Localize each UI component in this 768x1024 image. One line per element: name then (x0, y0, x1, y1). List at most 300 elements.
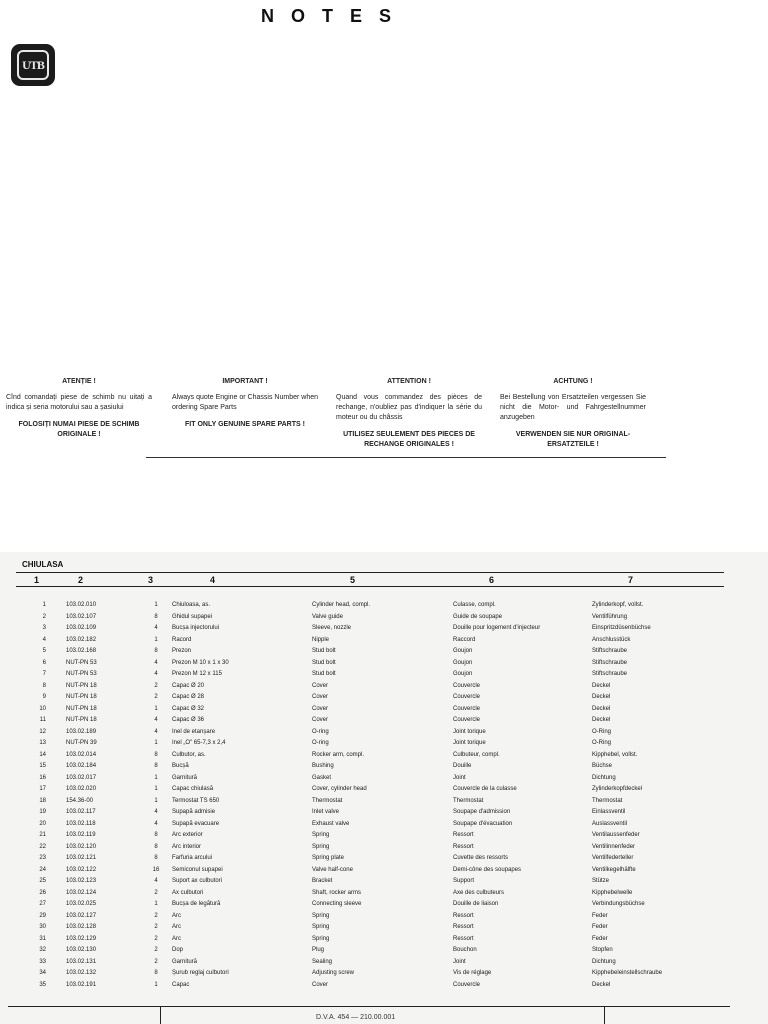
item-number: 2 (42, 613, 46, 620)
name-english: Exhaust valve (312, 820, 350, 827)
quantity: 8 (154, 970, 158, 976)
name-french: Axe des culbuteurs (453, 889, 505, 896)
quantity: 4 (154, 820, 158, 827)
table-row (0, 957, 768, 969)
part-number: 103.02.017 (66, 774, 97, 781)
name-french: Soupape d'évacuation (453, 820, 513, 827)
column-header: 1 (34, 575, 40, 585)
name-german: Stiftschraube (592, 648, 628, 654)
name-romanian: Capac Ø 20 (172, 682, 205, 689)
name-english: Spring (312, 935, 330, 942)
part-number: 103.02.120 (66, 843, 97, 850)
name-english: Cover (312, 981, 329, 988)
name-french: Culasse, compl. (453, 602, 496, 608)
footer-divider (604, 1006, 605, 1024)
part-number: 103.02.131 (66, 958, 97, 965)
name-romanian: Arc (172, 935, 181, 942)
name-german: Kipphebeleinstellschraube (592, 970, 663, 976)
part-number: 103.02.014 (66, 751, 97, 758)
quantity: 2 (154, 924, 158, 930)
item-number: 7 (42, 671, 46, 677)
name-german: Stopfen (592, 947, 613, 953)
name-french: Guide de soupape (453, 613, 503, 620)
table-row (0, 911, 768, 923)
quantity: 4 (154, 809, 158, 815)
name-german: Feder (592, 912, 608, 919)
table-row (0, 715, 768, 727)
name-german: Dichtung (592, 774, 616, 781)
column-header: 4 (210, 575, 216, 585)
quantity: 1 (154, 786, 158, 792)
name-german: Stütze (592, 878, 610, 884)
table-row (0, 738, 768, 750)
warning-english (172, 377, 318, 430)
name-romanian: Prezon M 10 x 1 x 30 (172, 659, 229, 666)
table-row (0, 612, 768, 624)
name-french: Soupape d'admission (453, 809, 511, 815)
item-number: 25 (39, 878, 46, 884)
name-german: Thermostat (592, 797, 623, 804)
name-english: Stud bolt (312, 659, 336, 666)
name-french: Ressort (453, 935, 474, 942)
quantity: 4 (154, 625, 158, 631)
name-french: Support (453, 878, 475, 884)
name-english: Sealing (312, 958, 333, 965)
name-romanian: Dop (172, 947, 184, 953)
table-row (0, 750, 768, 762)
spare-parts-warning (6, 377, 666, 467)
item-number: 17 (39, 786, 46, 792)
name-romanian: Bucșa injectorului (172, 625, 220, 631)
column-header: 7 (628, 575, 634, 585)
item-number: 18 (39, 797, 46, 804)
item-number: 31 (39, 935, 46, 942)
item-number: 35 (39, 981, 46, 988)
item-number: 27 (39, 901, 46, 907)
name-german: Ventilinnenfeder (592, 843, 636, 850)
name-english: Stud bolt (312, 671, 336, 677)
item-number: 1 (42, 602, 46, 608)
quantity: 16 (152, 866, 160, 873)
name-french: Goujon (453, 648, 473, 654)
table-row (0, 853, 768, 865)
name-german: Ventilführung (592, 613, 628, 620)
column-header: 3 (148, 575, 154, 585)
name-german: Kipphebel, vollst. (592, 751, 638, 758)
name-romanian: Racord (172, 636, 192, 643)
name-german: Einspritzdüsenbüchse (592, 625, 651, 631)
warning-heading: ATENȚIE ! (62, 378, 96, 385)
name-german: Kipphebelwelle (592, 889, 633, 896)
table-row (0, 865, 768, 877)
name-french: Douille pour logement d'injecteur (453, 625, 541, 631)
name-romanian: Garnitură (172, 774, 198, 781)
name-french: Joint (453, 774, 466, 781)
name-german: Dichtung (592, 958, 616, 965)
warning-body: Always quote Engine or Chassis Number when ordering Spare Parts (172, 394, 318, 411)
name-romanian: Capac Ø 28 (172, 694, 205, 700)
warning-heading: IMPORTANT ! (222, 378, 268, 385)
quantity: 1 (154, 602, 158, 608)
name-english: Shaft, rocker arms (312, 889, 362, 896)
item-number: 10 (39, 705, 46, 712)
name-english: Cover (312, 705, 329, 712)
name-french: Joint (453, 958, 466, 965)
quantity: 1 (154, 901, 158, 907)
table-row (0, 658, 768, 670)
name-romanian: Bucșă (172, 763, 189, 769)
quantity: 2 (154, 694, 158, 700)
name-german: Anschlusstück (592, 636, 631, 643)
quantity: 8 (154, 648, 158, 654)
name-english: Spring (312, 832, 330, 838)
name-german: Verbindungsbüchse (592, 901, 645, 907)
utb-logo-text: UTB (17, 50, 49, 80)
warning-body: Bei Bestellung von Ersatzteilen vergessen Sie nicht die Motor- und Fahrgestellnummer anzugeben (500, 394, 646, 421)
name-french: Cuvette des ressorts (453, 855, 509, 861)
name-english: Cover, cylinder head (312, 786, 367, 792)
name-romanian: Prezon (172, 648, 192, 654)
name-german: Zylinderkopfdeckel (592, 786, 643, 792)
part-number: 103.02.123 (66, 878, 97, 884)
name-english: Inlet valve (312, 809, 340, 815)
part-number: NUT-PN 18 (66, 682, 97, 689)
item-number: 5 (42, 648, 46, 654)
table-row (0, 934, 768, 946)
part-number: 103.02.127 (66, 912, 97, 919)
name-german: Ventilaussenfeder (592, 832, 640, 838)
warning-footer: FOLOSIȚI NUMAI PIESE DE SCHIMB ORIGINALE ! (18, 421, 140, 438)
part-number: 103.02.130 (66, 947, 97, 953)
quantity: 2 (154, 947, 158, 953)
warning-german (500, 377, 646, 450)
part-number: NUT-PN 18 (66, 694, 97, 700)
part-number: 103.02.107 (66, 613, 97, 620)
table-row (0, 807, 768, 819)
name-english: Valve half-cone (312, 866, 353, 873)
item-number: 26 (39, 889, 46, 896)
name-german: O-Ring (592, 740, 612, 746)
name-french: Couvercle (453, 705, 481, 712)
warning-footer: VERWENDEN SIE NUR ORIGINAL-ERSATZTEILE ! (515, 431, 631, 448)
item-number: 9 (42, 694, 46, 700)
footer-reference: D.V.A. 454 — 210.00.001 (316, 1014, 396, 1021)
table-row (0, 980, 768, 992)
part-number: 103.02.020 (66, 786, 97, 792)
part-number: NUT-PN 18 (66, 705, 97, 712)
name-german: Ventilkegelhälfte (592, 866, 636, 873)
name-english: Gasket (312, 774, 332, 781)
name-romanian: Arc interior (172, 843, 202, 850)
name-french: Bouchon (453, 947, 477, 953)
name-french: Douille de liaison (453, 901, 499, 907)
item-number: 8 (42, 682, 46, 689)
name-english: Cover (312, 717, 329, 723)
name-english: Bushing (312, 763, 334, 769)
part-number: 103.02.129 (66, 935, 97, 942)
name-french: Vis de réglage (453, 970, 492, 976)
quantity: 2 (154, 912, 158, 919)
table-row (0, 600, 768, 612)
name-french: Culbuteur, compl. (453, 751, 500, 758)
name-romanian: Arc (172, 924, 181, 930)
name-french: Goujon (453, 671, 473, 677)
quantity: 8 (154, 613, 158, 620)
part-number: 103.02.122 (66, 866, 97, 873)
part-number: 103.02.189 (66, 728, 97, 735)
name-romanian: Garnitură (172, 958, 198, 965)
section-title: CHIULASA (22, 560, 64, 569)
name-german: Deckel (592, 682, 611, 689)
table-row (0, 876, 768, 888)
quantity: 4 (154, 717, 158, 723)
name-english: Adjusting screw (312, 970, 355, 976)
notes-title: N O T E S (260, 6, 397, 26)
name-french: Couvercle (453, 694, 481, 700)
item-number: 23 (39, 855, 46, 861)
name-romanian: Supapă admisie (172, 809, 216, 815)
name-french: Couvercle de la culasse (453, 786, 517, 792)
quantity: 1 (154, 981, 158, 988)
name-french: Demi-cône des soupapes (453, 866, 522, 873)
name-english: Cover (312, 682, 329, 689)
name-french: Thermostat (453, 797, 484, 804)
item-number: 33 (39, 958, 46, 965)
name-german: Deckel (592, 705, 611, 712)
name-german: Auslassventil (592, 820, 628, 827)
name-romanian: Farfuria arcului (172, 855, 213, 861)
table-row (0, 761, 768, 773)
warning-footer: UTILISEZ SEULEMENT DES PIECES DE RECHANGE ORIGINALES ! (343, 431, 475, 448)
part-number: 103.02.109 (66, 625, 97, 631)
name-german: Zylinderkopf, vollst. (592, 602, 644, 608)
name-french: Ressort (453, 843, 474, 850)
quantity: 1 (154, 740, 158, 746)
name-french: Joint torique (453, 728, 486, 735)
name-romanian: Ghidul supapei (172, 613, 213, 620)
item-number: 3 (42, 625, 46, 631)
name-romanian: Supapă evacuare (172, 820, 220, 827)
table-row (0, 888, 768, 900)
name-german: Feder (592, 935, 608, 942)
name-german: Ventilfederteller (592, 855, 634, 861)
name-french: Goujon (453, 659, 473, 666)
name-french: Ressort (453, 924, 474, 930)
quantity: 1 (154, 636, 158, 643)
table-row (0, 842, 768, 854)
name-english: Sleeve, nozzle (312, 625, 352, 631)
column-header: 2 (78, 575, 84, 585)
name-english: Cylinder head, compl. (312, 602, 371, 608)
part-number: 103.02.191 (66, 981, 97, 988)
warning-footer: FIT ONLY GENUINE SPARE PARTS ! (185, 421, 305, 428)
name-german: O-Ring (592, 728, 612, 735)
table-row (0, 796, 768, 808)
name-romanian: Capac (172, 981, 190, 988)
name-german: Deckel (592, 694, 611, 700)
name-french: Joint torique (453, 740, 486, 746)
item-number: 21 (39, 832, 46, 838)
item-number: 20 (39, 820, 46, 827)
name-german: Büchse (592, 763, 613, 769)
part-number: NUT-PN 53 (66, 659, 97, 666)
item-number: 13 (39, 740, 46, 746)
item-number: 15 (39, 763, 46, 769)
name-german: Deckel (592, 981, 611, 988)
name-romanian: Culbutor, as. (172, 751, 206, 758)
warning-body: Quand vous commandez des pièces de rechange, n'oubliez pas d'indiquer la série du moteur ou du châssis (336, 394, 482, 421)
name-english: Plug (312, 947, 325, 953)
name-romanian: Termostat TS 650 (172, 797, 220, 804)
item-number: 19 (39, 809, 46, 815)
part-number: 154.36-00 (66, 797, 94, 804)
warning-romanian (6, 377, 152, 440)
name-french: Ressort (453, 832, 474, 838)
part-number: NUT-PN 18 (66, 717, 97, 723)
column-header: 6 (489, 575, 495, 585)
quantity: 8 (154, 763, 158, 769)
part-number: NUT-PN 53 (66, 671, 97, 677)
table-row (0, 968, 768, 980)
part-number: 103.02.119 (66, 832, 96, 838)
footer-rule (8, 1006, 730, 1007)
name-german: Feder (592, 924, 608, 930)
name-romanian: Inel „O" 65-7,3 x 2,4 (172, 740, 226, 746)
name-romanian: Bucșa de legătură (172, 901, 221, 907)
name-english: Rocker arm, compl. (312, 751, 365, 758)
part-number: 103.02.132 (66, 970, 97, 976)
warning-divider (146, 457, 666, 458)
name-romanian: Chiuloasa, as. (172, 602, 211, 608)
item-number: 22 (39, 843, 46, 850)
name-romanian: Șurub reglaj culbutori (172, 970, 229, 976)
name-german: Stiftschraube (592, 671, 628, 677)
table-row (0, 945, 768, 957)
part-number: 103.02.117 (66, 809, 96, 815)
item-number: 4 (42, 636, 46, 643)
quantity: 8 (154, 751, 158, 758)
item-number: 11 (39, 717, 46, 723)
item-number: 32 (39, 947, 46, 953)
table-header-rule (16, 586, 724, 587)
table-row (0, 727, 768, 739)
name-english: Cover (312, 694, 329, 700)
table-row (0, 773, 768, 785)
name-english: Valve guide (312, 613, 343, 620)
name-romanian: Arc (172, 912, 181, 919)
name-french: Raccord (453, 636, 476, 643)
part-number: 103.02.168 (66, 648, 97, 654)
name-french: Couvercle (453, 981, 481, 988)
name-english: Thermostat (312, 797, 343, 804)
name-romanian: Capac Ø 36 (172, 717, 205, 723)
item-number: 6 (42, 659, 46, 666)
name-romanian: Suport ax culbutori (172, 878, 223, 884)
warning-heading: ATTENTION ! (387, 378, 431, 385)
part-number: 103.02.182 (66, 636, 97, 643)
table-row (0, 646, 768, 658)
name-german: Stiftschraube (592, 659, 628, 666)
quantity: 8 (154, 832, 158, 838)
table-row (0, 704, 768, 716)
part-number: 103.02.010 (66, 602, 97, 608)
name-romanian: Capac Ø 32 (172, 705, 205, 712)
name-english: Stud bolt (312, 648, 336, 654)
quantity: 4 (154, 671, 158, 677)
table-top-rule (16, 572, 724, 573)
quantity: 1 (154, 797, 158, 804)
table-row (0, 692, 768, 704)
part-number: 103.02.124 (66, 889, 97, 896)
item-number: 30 (39, 924, 46, 930)
name-english: Spring (312, 924, 330, 930)
name-french: Couvercle (453, 717, 481, 723)
quantity: 4 (154, 728, 158, 735)
quantity: 2 (154, 682, 158, 689)
quantity: 4 (154, 878, 158, 884)
footer-divider (160, 1006, 161, 1024)
part-number: 103.02.121 (66, 855, 97, 861)
name-french: Couvercle (453, 682, 481, 689)
name-english: Spring plate (312, 855, 345, 861)
name-english: Bracket (312, 878, 333, 884)
name-english: O-ring (312, 728, 329, 735)
warning-heading: ACHTUNG ! (553, 378, 593, 385)
table-row (0, 899, 768, 911)
name-romanian: Semiconul supapei (172, 866, 223, 873)
item-number: 29 (39, 912, 46, 919)
table-row (0, 784, 768, 796)
name-romanian: Prezon M 12 x 115 (172, 671, 222, 677)
item-number: 12 (39, 728, 46, 735)
name-english: Nipple (312, 636, 330, 643)
quantity: 8 (154, 843, 158, 850)
quantity: 4 (154, 659, 158, 666)
part-number: 103.02.128 (66, 924, 97, 930)
table-row (0, 635, 768, 647)
table-row (0, 819, 768, 831)
part-number: 103.02.184 (66, 763, 97, 769)
item-number: 24 (39, 866, 46, 873)
name-romanian: Arc exterior (172, 832, 203, 838)
name-english: Connecting sleeve (312, 901, 362, 907)
table-row (0, 922, 768, 934)
part-number: 103.02.025 (66, 901, 97, 907)
quantity: 2 (154, 935, 158, 942)
name-english: Spring (312, 912, 330, 919)
column-header: 5 (350, 575, 356, 585)
item-number: 34 (39, 970, 46, 976)
item-number: 14 (39, 751, 46, 758)
table-row (0, 681, 768, 693)
table-row (0, 623, 768, 635)
name-german: Deckel (592, 717, 611, 723)
quantity: 1 (154, 774, 158, 781)
quantity: 2 (154, 958, 158, 965)
name-romanian: Inel de etanșare (172, 728, 216, 735)
name-romanian: Ax culbutori (172, 889, 204, 896)
part-number: NUT-PN 39 (66, 740, 97, 746)
name-english: O-ring (312, 740, 329, 746)
parts-table (0, 600, 768, 991)
warning-body: Cînd comandați piese de schimb nu uitați a indica și seria motorului sau a șasiului (6, 394, 152, 411)
part-number: 103.02.118 (66, 820, 96, 827)
table-row (0, 669, 768, 681)
name-romanian: Capac chiulasă (172, 786, 214, 792)
name-french: Ressort (453, 912, 474, 919)
table-row (0, 830, 768, 842)
quantity: 8 (154, 855, 158, 861)
